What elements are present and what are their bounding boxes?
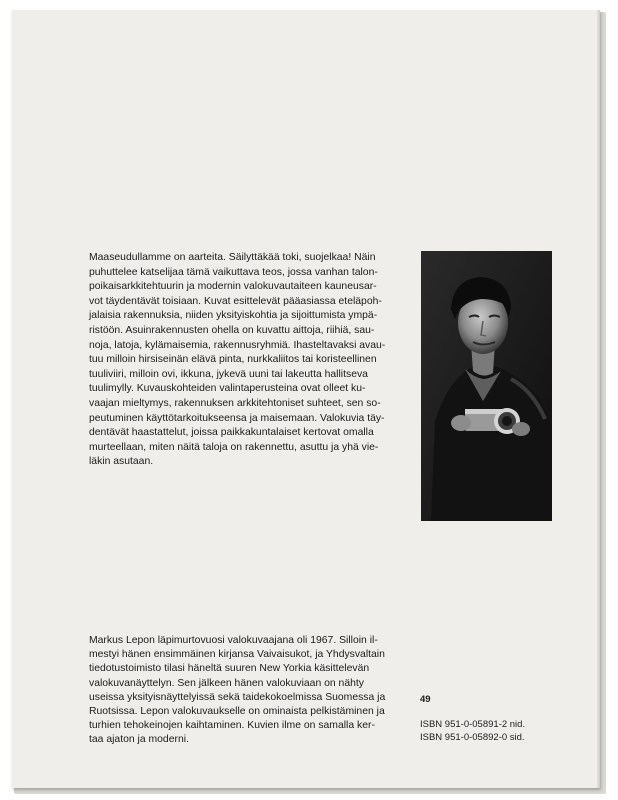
- blurb-text: Maaseudullamme on aarteita. Säilyttäkää toki, suojelkaa! Näin puhuttelee katselijaa tämä vaikuttava teos, jossa vanhan talon- poikaisarkkitehtuurin ja modernin valokuvautaiteen kauneusar- vot täydentävät toisiaan. Kuvat esittelevät pääasiassa eteläpoh- jalaisia rakennuksia, niiden yksityiskohtia ja sijoittumista ympä- ristöön. Asuinrakennusten ohella on kuvattu aittoja, riihiä, sau- noja, latoja, kylämaisemia, rakennusryhmiä. Ihasteltavaksi avau- tuu milloin hirsiseinän elävä pinta, nurkkaliitos tai koristeellinen tuuliviiri, milloin ovi, ikkuna, jykevä uuni tai lakeutta hallitseva tuulimylly. Kuvauskohteiden valintaperusteina ovat olleet ku- vaajan mieltymys, rakennuksen arkkitehtoniset suhteet, sen so- peutuminen käyttötarkoitukseensa ja maisemaan. Valokuvia täy- dentävät haastattelut, joissa paikkakuntalaiset kertovat omalla murteellaan, miten näitä taloja on rakennettu, asuttu ja yhä vie- läkin asutaan.: [89, 252, 386, 468]
- isbn-block: [420, 718, 525, 744]
- page-edge: [597, 10, 600, 788]
- book-back-cover: [12, 10, 600, 788]
- isbn-hardcover: ISBN 951-0-05892-0 sid.: [420, 732, 525, 743]
- author-photo: [421, 251, 552, 521]
- photographer-portrait: [421, 251, 552, 521]
- page-number: 49: [420, 694, 431, 705]
- author-bio-text: Markus Lepon läpimurtovuosi valokuvaajana oli 1967. Silloin il- mestyi hänen ensimmäinen kirjansa Vaivaisukot, ja Yhdysvaltain tiedotustoimisto tilasi häneltä suuren New Yorkia käsittelevän valokuvanäyttelyn. Sen jälkeen hänen valokuviaan on nähty useissa yksityisnäyttelyissä sekä taidekokoelmissa Suomessa ja Ruotsissa. Lepon valokuvaukselle on ominaista pelkistäminen ja turhien tehokeinojen kaihtaminen. Kuvien ilme on samalla ker- taa ajaton ja moderni.: [89, 635, 386, 746]
- isbn-paperback: ISBN 951-0-05891-2 nid.: [420, 719, 526, 730]
